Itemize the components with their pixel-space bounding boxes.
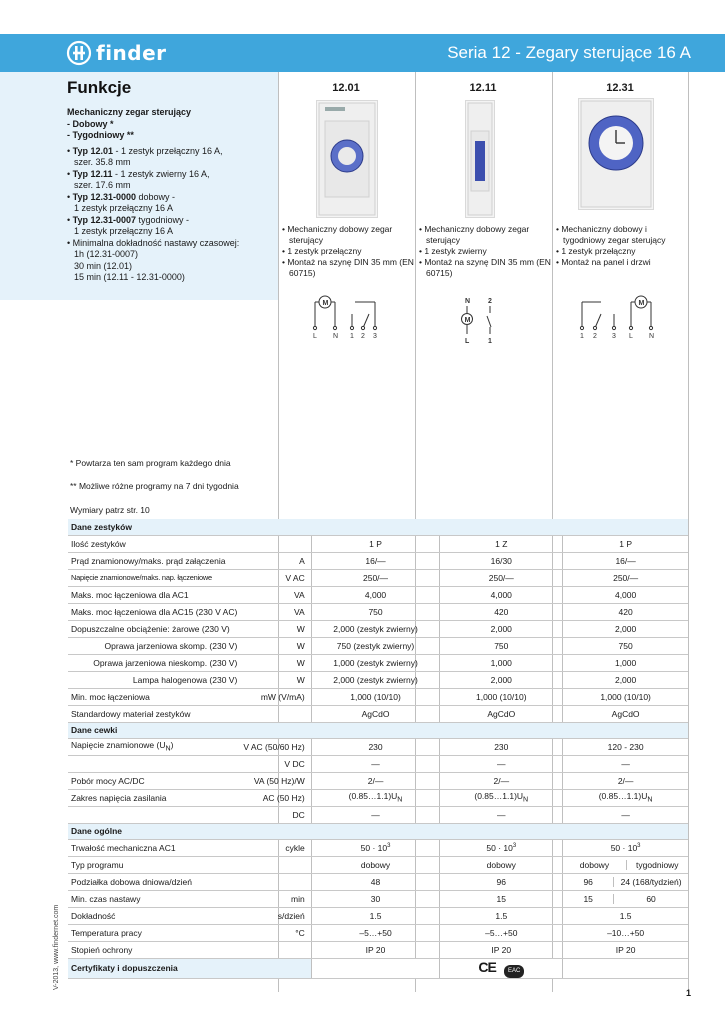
terminal-label: 1: [350, 333, 354, 340]
desc-item: • 1 zestyk przełączny: [282, 246, 362, 256]
functions-list: [67, 107, 277, 284]
terminal-label: L: [629, 333, 633, 340]
desc-item: • 1 zestyk zwierny: [419, 246, 487, 256]
accuracy-line: 15 min (12.11 - 12.31-0000): [74, 272, 185, 282]
terminal-label: L: [313, 333, 317, 340]
table-row: Dopuszczalne obciążenie: żarowe (230 V) W 2,000 (zestyk zwierny) 2,000 2,000: [68, 620, 688, 637]
terminal-label: 2: [488, 298, 492, 305]
svg-text:M: M: [322, 300, 329, 307]
terminal-label: 3: [612, 333, 616, 340]
svg-text:M: M: [638, 300, 645, 307]
terminal-label: 2: [361, 333, 365, 340]
terminal-label: N: [465, 298, 471, 305]
finder-logo-icon: [66, 40, 92, 66]
desc-item: • Montaż na panel i drzwi: [556, 257, 651, 267]
wiring-diagram-12-31: [574, 294, 664, 342]
footer-side-note: V-2013, www.findernet.com: [53, 904, 60, 990]
terminal-label: 1: [580, 333, 584, 340]
desc-item: • Montaż na szynę DIN 35 mm (EN 60715): [282, 257, 414, 278]
terminal-label: L: [465, 338, 470, 345]
note-weekly: ** Możliwe różne programy na 7 dni tygodnia: [70, 481, 239, 491]
table-row: Dokładność s/dzień 1.5 1.5 1.5: [68, 907, 688, 924]
section-general: Dane ogólne: [68, 823, 688, 839]
table-row: Min. moc łączeniowa mW (V/mA) 1,000 (10/10) 1,000 (10/10) 1,000 (10/10): [68, 688, 688, 705]
table-row: Temperatura pracy °C –5…+50 –5…+50 –10…+50: [68, 924, 688, 941]
table-row: Min. czas nastawy min 30 15 15 60: [68, 890, 688, 907]
note-dimensions: Wymiary patrz str. 10: [70, 505, 150, 515]
terminal-label: N: [333, 333, 339, 340]
spec-table: [68, 519, 688, 979]
desc-item: • Mechaniczny dobowy zegar sterujący: [282, 224, 393, 245]
accuracy-line: 30 min (12.01): [74, 260, 133, 271]
brand-logo: [66, 38, 167, 68]
desc-item: • 1 zestyk przełączny: [556, 246, 636, 256]
product-image-12-11: [465, 100, 495, 218]
table-row: Oprawa jarzeniowa skomp. (230 V) W 750 (zestyk zwierny) 750 750: [68, 637, 688, 654]
timer-12-31-icon: [579, 99, 653, 209]
note-daily: * Powtarza ten sam program każdego dnia: [70, 458, 231, 468]
type-item: • Typ 12.01 - 1 zestyk przełączny 16 A,: [67, 145, 223, 156]
table-row: Maks. moc łączeniowa dla AC1 VA 4,000 4,000 4,000: [68, 586, 688, 603]
section-certificates: Certyfikaty i dopuszczenia CE EAC: [68, 958, 688, 978]
page-title: Seria 12 - Zegary sterujące 16 A: [447, 43, 691, 62]
desc-item: • Mechaniczny dobowy i tygodniowy zegar sterujący: [556, 224, 666, 245]
ce-mark-icon: CE: [478, 958, 496, 975]
product-desc-12-01: [282, 224, 417, 279]
desc-item: • Mechaniczny dobowy zegar sterujący: [419, 224, 530, 245]
intro-line: - Tygodniowy **: [67, 130, 134, 140]
type-item-cont: 1 zestyk przełączny 16 A: [74, 203, 174, 213]
functions-title: Funkcje: [67, 78, 132, 97]
type-item-cont: szer. 17.6 mm: [74, 180, 131, 190]
accuracy-line: 1h (12.31-0007): [74, 249, 139, 259]
table-row: Stopień ochrony IP 20 IP 20 IP 20: [68, 941, 688, 958]
table-row: Podziałka dobowa dniowa/dzień 48 96 96 24 (168/tydzień): [68, 873, 688, 890]
column-divider: [688, 72, 689, 992]
accuracy-label: • Minimalna dokładność nastawy czasowej:: [67, 237, 240, 248]
table-row: Standardowy materiał zestyków AgCdO AgCdO AgCdO: [68, 705, 688, 722]
eac-mark-icon: EAC: [504, 965, 524, 978]
intro-line: Mechaniczny zegar sterujący: [67, 107, 192, 117]
type-item: • Typ 12.11 - 1 zestyk zwierny 16 A,: [67, 168, 210, 179]
type-item-cont: 1 zestyk przełączny 16 A: [74, 226, 174, 236]
intro-line: - Dobowy *: [67, 118, 114, 129]
table-row: Pobór mocy AC/DC VA (50 Hz)/W 2/— 2/— 2/—: [68, 772, 688, 789]
table-row: Prąd znamionowy/maks. prąd załączenia A 16/— 16/30 16/—: [68, 552, 688, 569]
table-row: Maks. moc łączeniowa dla AC15 (230 V AC) VA 750 420 420: [68, 603, 688, 620]
table-row: Ilość zestyków 1 P 1 Z 1 P: [68, 535, 688, 552]
page-number: 1: [685, 988, 691, 998]
product-image-12-01: [316, 100, 378, 218]
table-row: Napięcie znamionowe/maks. nap. łączeniowe V AC 250/— 250/— 250/—: [68, 569, 688, 586]
product-code-12-01: 12.01: [332, 82, 360, 94]
table-row: Zakres napięcia zasilania AC (50 Hz) $(0.85\dots 1.1)U_N$ $(0.85\dots 1.1)U_N$ $(0.85\dots 1.1)U_N$: [68, 789, 688, 806]
table-row: Typ programu dobowy dobowy dobowy tygodniowy: [68, 856, 688, 873]
table-row: V DC — — —: [68, 755, 688, 772]
terminal-label: 1: [488, 338, 492, 345]
product-image-12-31: [578, 98, 654, 210]
terminal-label: 2: [593, 333, 597, 340]
type-item: • Typ 12.31-0000 dobowy -: [67, 191, 176, 202]
section-coil: Dane cewki: [68, 722, 688, 738]
table-row: DC — — —: [68, 806, 688, 823]
table-row: Oprawa jarzeniowa nieskomp. (230 V) W 1,000 (zestyk zwierny) 1,000 1,000: [68, 654, 688, 671]
wiring-diagram-12-11: [455, 296, 505, 346]
terminal-label: 3: [373, 333, 377, 340]
type-item: • Typ 12.31-0007 tygodniowy -: [67, 214, 190, 225]
type-item-cont: szer. 35.8 mm: [74, 157, 131, 167]
timer-12-11-icon: [466, 101, 494, 217]
section-contacts: Dane zestyków: [68, 519, 688, 535]
product-desc-12-31: [556, 224, 691, 268]
wiring-diagram-12-01: [305, 294, 390, 342]
timer-12-01-icon: [317, 101, 377, 217]
product-code-12-31: 12.31: [606, 82, 634, 94]
svg-text:M: M: [464, 317, 471, 324]
product-code-12-11: 12.11: [469, 82, 497, 94]
table-row: Napięcie znamionowe $(U_N)$ V AC (50/60 Hz) 230 230 120 - 230: [68, 738, 688, 755]
product-desc-12-11: [419, 224, 554, 279]
table-row: Trwałość mechaniczna AC1 cykle $50 \cdot 10^3$ $50 \cdot 10^3$ $50 \cdot 10^3$: [68, 839, 688, 856]
desc-item: • Montaż na szynę DIN 35 mm (EN 60715): [419, 257, 551, 278]
table-row: Lampa halogenowa (230 V) W 2,000 (zestyk zwierny) 2,000 2,000: [68, 671, 688, 688]
terminal-label: N: [649, 333, 655, 340]
brand-name: finder: [96, 41, 167, 65]
